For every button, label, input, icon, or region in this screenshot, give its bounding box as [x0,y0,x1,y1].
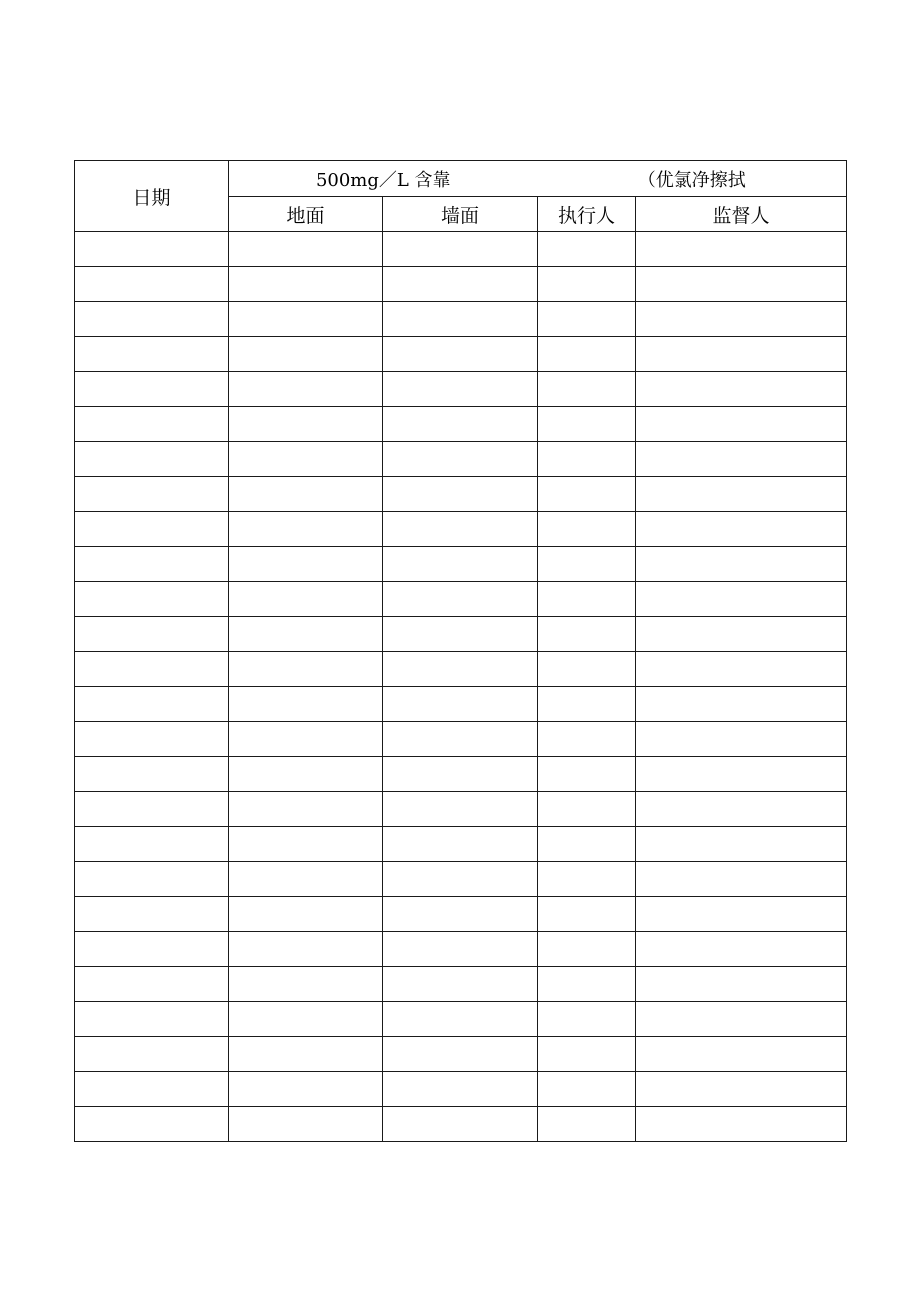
floor-cell[interactable] [229,757,383,792]
supervisor-cell[interactable] [636,687,847,722]
executor-cell[interactable] [538,617,636,652]
date-cell[interactable] [75,582,229,617]
executor-cell[interactable] [538,302,636,337]
table-row [75,582,847,617]
table-row [75,512,847,547]
date-cell[interactable] [75,547,229,582]
wall-cell[interactable] [383,792,538,827]
date-cell[interactable] [75,792,229,827]
wall-cell[interactable] [383,547,538,582]
table-row [75,687,847,722]
supervisor-cell[interactable] [636,582,847,617]
supervisor-cell[interactable] [636,617,847,652]
wall-cell[interactable] [383,652,538,687]
table-row [75,1037,847,1072]
floor-cell[interactable] [229,442,383,477]
floor-cell[interactable] [229,1072,383,1107]
wall-cell[interactable] [383,687,538,722]
disinfection-log-table [74,160,847,1142]
date-cell[interactable] [75,442,229,477]
table-row [75,232,847,267]
supervisor-cell[interactable] [636,442,847,477]
floor-cell[interactable] [229,1037,383,1072]
supervisor-cell[interactable] [636,477,847,512]
executor-cell[interactable] [538,1002,636,1037]
table-row [75,372,847,407]
supervisor-cell[interactable] [636,232,847,267]
table-row [75,722,847,757]
executor-cell[interactable] [538,372,636,407]
date-cell[interactable] [75,827,229,862]
wall-cell[interactable] [383,1072,538,1107]
wall-cell[interactable] [383,827,538,862]
supervisor-cell[interactable] [636,267,847,302]
wall-cell[interactable] [383,1107,538,1142]
supervisor-column-header: 监督人 [636,197,847,232]
executor-cell[interactable] [538,477,636,512]
date-cell[interactable] [75,1037,229,1072]
table-row [75,267,847,302]
executor-cell[interactable] [538,337,636,372]
date-cell[interactable] [75,337,229,372]
executor-cell[interactable] [538,407,636,442]
date-cell[interactable] [75,722,229,757]
floor-cell[interactable] [229,687,383,722]
supervisor-cell[interactable] [636,547,847,582]
supervisor-cell[interactable] [636,897,847,932]
wall-cell[interactable] [383,932,538,967]
executor-cell[interactable] [538,582,636,617]
executor-column-header: 执行人 [538,197,636,232]
floor-cell[interactable] [229,862,383,897]
supervisor-cell[interactable] [636,372,847,407]
table-row [75,302,847,337]
date-cell[interactable] [75,862,229,897]
floor-cell[interactable] [229,372,383,407]
executor-cell[interactable] [538,267,636,302]
date-cell[interactable] [75,302,229,337]
date-cell[interactable] [75,932,229,967]
floor-cell[interactable] [229,967,383,1002]
supervisor-cell[interactable] [636,932,847,967]
supervisor-cell[interactable] [636,792,847,827]
table-row [75,1002,847,1037]
floor-cell[interactable] [229,722,383,757]
date-cell[interactable] [75,652,229,687]
wall-column-header: 墙面 [383,197,538,232]
disinfectant-header-left: 500mg／L 含靠 [229,161,538,197]
wall-cell[interactable] [383,582,538,617]
executor-cell[interactable] [538,932,636,967]
floor-cell[interactable] [229,267,383,302]
executor-cell[interactable] [538,1037,636,1072]
floor-cell[interactable] [229,617,383,652]
executor-cell[interactable] [538,862,636,897]
executor-cell[interactable] [538,1072,636,1107]
log-table-body [75,232,847,1142]
table-row [75,477,847,512]
floor-cell[interactable] [229,547,383,582]
supervisor-cell[interactable] [636,827,847,862]
table-row [75,442,847,477]
table-row [75,547,847,582]
supervisor-cell[interactable] [636,862,847,897]
floor-cell[interactable] [229,512,383,547]
executor-cell[interactable] [538,687,636,722]
date-cell[interactable] [75,617,229,652]
wall-cell[interactable] [383,372,538,407]
executor-cell[interactable] [538,967,636,1002]
floor-cell[interactable] [229,407,383,442]
executor-cell[interactable] [538,827,636,862]
disinfection-log-sheet [74,160,846,1142]
table-row [75,407,847,442]
supervisor-cell[interactable] [636,1072,847,1107]
supervisor-cell[interactable] [636,337,847,372]
supervisor-cell[interactable] [636,1107,847,1142]
floor-cell[interactable] [229,302,383,337]
supervisor-cell[interactable] [636,1002,847,1037]
floor-column-header: 地面 [229,197,383,232]
table-row [75,827,847,862]
floor-cell[interactable] [229,477,383,512]
supervisor-cell[interactable] [636,407,847,442]
date-cell[interactable] [75,1002,229,1037]
wall-cell[interactable] [383,232,538,267]
floor-cell[interactable] [229,1107,383,1142]
floor-cell[interactable] [229,897,383,932]
wall-cell[interactable] [383,967,538,1002]
floor-cell[interactable] [229,1002,383,1037]
date-column-header: 日期 [75,161,229,232]
wall-cell[interactable] [383,1037,538,1072]
executor-cell[interactable] [538,897,636,932]
wall-cell[interactable] [383,722,538,757]
table-row [75,932,847,967]
executor-cell[interactable] [538,547,636,582]
floor-cell[interactable] [229,932,383,967]
date-cell[interactable] [75,267,229,302]
wall-cell[interactable] [383,302,538,337]
executor-cell[interactable] [538,1107,636,1142]
date-cell[interactable] [75,897,229,932]
floor-cell[interactable] [229,827,383,862]
date-cell[interactable] [75,687,229,722]
floor-cell[interactable] [229,582,383,617]
supervisor-cell[interactable] [636,1037,847,1072]
wall-cell[interactable] [383,267,538,302]
supervisor-cell[interactable] [636,757,847,792]
executor-cell[interactable] [538,757,636,792]
table-row [75,652,847,687]
executor-cell[interactable] [538,512,636,547]
wall-cell[interactable] [383,442,538,477]
executor-cell[interactable] [538,792,636,827]
table-row [75,337,847,372]
executor-cell[interactable] [538,232,636,267]
table-row [75,757,847,792]
wall-cell[interactable] [383,337,538,372]
wall-cell[interactable] [383,512,538,547]
date-cell[interactable] [75,1072,229,1107]
floor-cell[interactable] [229,652,383,687]
date-cell[interactable] [75,1107,229,1142]
floor-cell[interactable] [229,232,383,267]
supervisor-cell[interactable] [636,722,847,757]
supervisor-cell[interactable] [636,302,847,337]
table-row [75,1107,847,1142]
table-row [75,897,847,932]
date-cell[interactable] [75,757,229,792]
wall-cell[interactable] [383,407,538,442]
table-row [75,792,847,827]
wall-cell[interactable] [383,757,538,792]
wall-cell[interactable] [383,617,538,652]
floor-cell[interactable] [229,792,383,827]
header-row-group [75,161,847,197]
supervisor-cell[interactable] [636,512,847,547]
supervisor-cell[interactable] [636,967,847,1002]
table-row [75,862,847,897]
wall-cell[interactable] [383,477,538,512]
supervisor-cell[interactable] [636,652,847,687]
disinfectant-header-right: （优氯净擦拭 [538,161,847,197]
table-row [75,1072,847,1107]
executor-cell[interactable] [538,722,636,757]
executor-cell[interactable] [538,442,636,477]
wall-cell[interactable] [383,897,538,932]
wall-cell[interactable] [383,862,538,897]
executor-cell[interactable] [538,652,636,687]
wall-cell[interactable] [383,1002,538,1037]
date-cell[interactable] [75,372,229,407]
date-cell[interactable] [75,232,229,267]
date-cell[interactable] [75,967,229,1002]
date-cell[interactable] [75,407,229,442]
date-cell[interactable] [75,512,229,547]
table-row [75,967,847,1002]
date-cell[interactable] [75,477,229,512]
floor-cell[interactable] [229,337,383,372]
table-row [75,617,847,652]
